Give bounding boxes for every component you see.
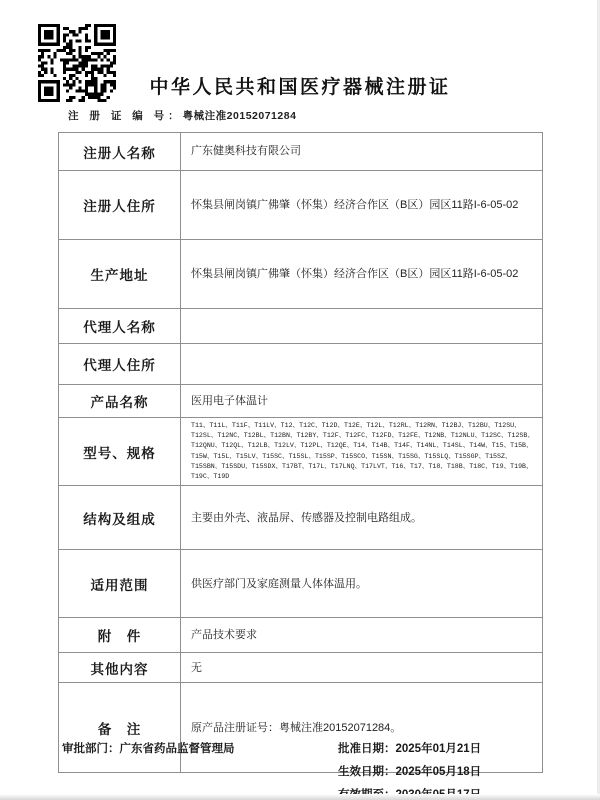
row-label: 结构及组成 xyxy=(59,486,181,550)
row-value-model-list: T11、T11L、T11F、T11LV、T12、T12C、T12D、T12E、T12L、T12RL、T12RN、T12BJ、T12BU、T12SU、T12SL、T12NC、T12BL、T12BN、T12BY、T12F、T12FC、T12FD、T12FE、T12NB、T12NLU、T12SC、T12SB、T12QNU、T12QL、T12LB、T12LV、T12PL、T12QE、T14、T14B、T14F、T14NL、T14SL、T14W、T15、T15B、T15W、T15L、T15LV、T15SC、T15SL、T15SP、T15SCO、T15SN、T15SG、T15SLQ、T15SGP、T15SZ、T15SBN、T15SDU、T15SDX、T17BT、T17L、T17LNQ、T17LVT、T16、T17、T18、T18B、T18C、T19、T19B、T19C、T19D xyxy=(181,418,543,486)
certificate-title: 中华人民共和国医疗器械注册证 xyxy=(149,77,451,98)
row-value xyxy=(181,309,543,344)
row-value: 怀集县闸岗镇广佛肇（怀集）经济合作区（B区）园区11路I-6-05-02 xyxy=(181,171,543,240)
row-structure-composition xyxy=(59,486,543,550)
row-label: 备 注 xyxy=(59,683,181,773)
row-production-address xyxy=(59,240,543,309)
row-label: 注册人名称 xyxy=(59,133,181,171)
row-value: 供医疗部门及家庭测量人体体温用。 xyxy=(181,550,543,618)
row-value: 怀集县闸岗镇广佛肇（怀集）经济合作区（B区）园区11路I-6-05-02 xyxy=(181,240,543,309)
row-label: 适用范围 xyxy=(59,550,181,618)
row-label: 注册人住所 xyxy=(59,171,181,240)
row-label: 生产地址 xyxy=(59,240,181,309)
row-label: 型号、规格 xyxy=(59,418,181,486)
row-agent-address xyxy=(59,344,543,385)
row-value: 广东健奥科技有限公司 xyxy=(181,133,543,171)
approval-department xyxy=(62,740,235,756)
approval-date xyxy=(338,740,481,756)
row-value: 原产品注册证号：粤械注准20152071284。 xyxy=(181,683,543,773)
approval-department-value: 广东省药品监督管理局 xyxy=(119,743,235,755)
approval-date-value: 2025年01月21日 xyxy=(395,743,482,755)
row-label: 附 件 xyxy=(59,618,181,653)
scan-edge-bottom xyxy=(0,794,600,800)
row-label: 产品名称 xyxy=(59,385,181,418)
row-label: 其他内容 xyxy=(59,653,181,683)
row-value: 主要由外壳、液晶屏、传感器及控制电路组成。 xyxy=(181,486,543,550)
registration-number-label: 注 册 证 编 号： xyxy=(68,110,183,122)
registration-number-value: 粤械注准20152071284 xyxy=(182,110,297,122)
row-value: 医用电子体温计 xyxy=(181,385,543,418)
row-model-spec xyxy=(59,418,543,486)
row-registrant-address xyxy=(59,171,543,240)
effective-date-label: 生效日期： xyxy=(338,766,396,778)
row-registrant-name xyxy=(59,133,543,171)
certificate-table xyxy=(58,132,543,773)
row-other-content xyxy=(59,653,543,683)
row-value: 无 xyxy=(181,653,543,683)
row-product-name xyxy=(59,385,543,418)
registration-number-line xyxy=(68,108,296,123)
row-value xyxy=(181,344,543,385)
row-agent-name xyxy=(59,309,543,344)
row-attachment xyxy=(59,618,543,653)
row-value: 产品技术要求 xyxy=(181,618,543,653)
row-intended-use xyxy=(59,550,543,618)
effective-date-value: 2025年05月18日 xyxy=(395,766,482,778)
row-label: 代理人住所 xyxy=(59,344,181,385)
effective-date xyxy=(338,763,481,779)
certificate-dates xyxy=(338,740,481,800)
approval-department-label: 审批部门： xyxy=(62,743,120,755)
row-label: 代理人名称 xyxy=(59,309,181,344)
approval-date-label: 批准日期： xyxy=(338,743,396,755)
